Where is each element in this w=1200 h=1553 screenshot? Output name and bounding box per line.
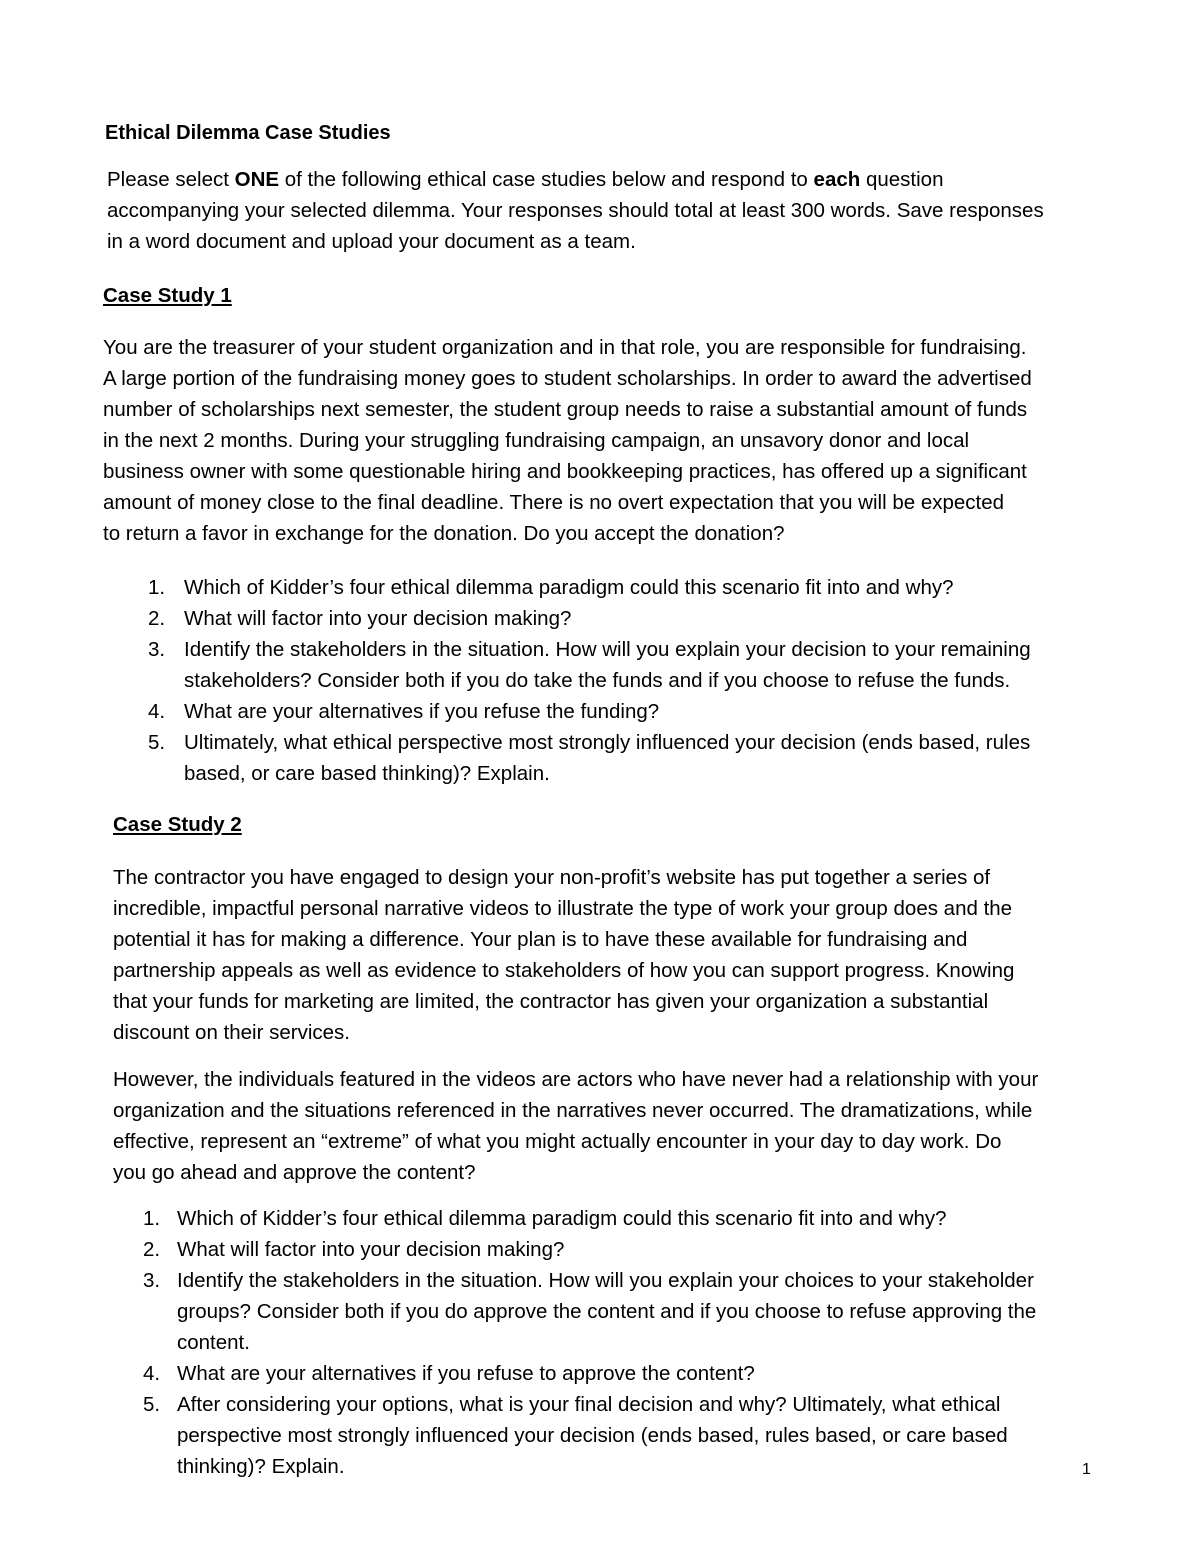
- body-line: you go ahead and approve the content?: [113, 1161, 476, 1184]
- case-study-1-heading: Case Study 1: [103, 284, 232, 307]
- question-number: 2.: [148, 607, 166, 630]
- question-number: 5.: [143, 1393, 161, 1416]
- case-study-2-heading: Case Study 2: [113, 813, 242, 836]
- question-text: based, or care based thinking)? Explain.: [184, 762, 550, 785]
- question-text: perspective most strongly influenced your decision (ends based, rules based, or care based: [177, 1424, 1008, 1447]
- intro-text: question: [860, 168, 944, 191]
- document-title: Ethical Dilemma Case Studies: [105, 122, 391, 144]
- intro-emphasis-one: ONE: [234, 168, 280, 191]
- question-item: [148, 572, 1031, 603]
- question-text: content.: [177, 1331, 250, 1354]
- page-number: 1: [1082, 1461, 1091, 1478]
- question-item: [143, 1265, 1036, 1358]
- body-line: A large portion of the fundraising money goes to student scholarships. In order to award the advertised: [103, 367, 1032, 390]
- question-text: Ultimately, what ethical perspective most strongly influenced your decision (ends based, rules: [184, 731, 1031, 754]
- question-item: [143, 1358, 1036, 1389]
- question-number: 4.: [148, 700, 166, 723]
- question-item: [143, 1389, 1036, 1482]
- question-text: What will factor into your decision making?: [177, 1238, 565, 1261]
- question-text: thinking)? Explain.: [177, 1455, 345, 1478]
- body-line: effective, represent an “extreme” of what you might actually encounter in your day to day work. Do: [113, 1130, 1002, 1153]
- question-item: [148, 696, 1031, 727]
- body-line: number of scholarships next semester, the student group needs to raise a substantial amount of funds: [103, 398, 1028, 421]
- intro-line-2: accompanying your selected dilemma. Your responses should total at least 300 words. Save responses: [107, 199, 1044, 222]
- body-line: to return a favor in exchange for the donation. Do you accept the donation?: [103, 522, 785, 545]
- intro-paragraph: [107, 164, 1044, 257]
- intro-text: of the following ethical case studies below and respond to: [279, 168, 814, 191]
- question-number: 1.: [148, 576, 166, 599]
- question-text: What will factor into your decision making?: [184, 607, 572, 630]
- question-text: stakeholders? Consider both if you do take the funds and if you choose to refuse the funds.: [184, 669, 1011, 692]
- question-item: [148, 603, 1031, 634]
- question-item: [143, 1203, 1036, 1234]
- question-text: What are your alternatives if you refuse to approve the content?: [177, 1362, 755, 1385]
- intro-emphasis-each: each: [813, 168, 861, 191]
- body-line: organization and the situations referenced in the narratives never occurred. The dramatizations, while: [113, 1099, 1033, 1122]
- body-line: potential it has for making a difference. Your plan is to have these available for fundraising and: [113, 928, 968, 951]
- body-line: business owner with some questionable hiring and bookkeeping practices, has offered up a significant: [103, 460, 1027, 483]
- body-line: discount on their services.: [113, 1021, 351, 1044]
- question-number: 3.: [148, 638, 166, 661]
- question-item: [148, 634, 1031, 696]
- intro-text: Please select: [107, 168, 235, 191]
- question-number: 2.: [143, 1238, 161, 1261]
- question-text: Which of Kidder’s four ethical dilemma paradigm could this scenario fit into and why?: [184, 576, 954, 599]
- question-text: Which of Kidder’s four ethical dilemma paradigm could this scenario fit into and why?: [177, 1207, 947, 1230]
- question-item: [143, 1234, 1036, 1265]
- question-number: 4.: [143, 1362, 161, 1385]
- question-text: Identify the stakeholders in the situation. How will you explain your decision to your remaining: [184, 638, 1031, 661]
- body-line: However, the individuals featured in the videos are actors who have never had a relationship with your: [113, 1068, 1039, 1091]
- intro-line-1: [107, 164, 1044, 195]
- body-line: partnership appeals as well as evidence to stakeholders of how you can support progress. Knowing: [113, 959, 1015, 982]
- question-text: groups? Consider both if you do approve the content and if you choose to refuse approving the: [177, 1300, 1037, 1323]
- case-study-1-questions: [148, 572, 1031, 789]
- question-text: After considering your options, what is your final decision and why? Ultimately, what ethical: [177, 1393, 1001, 1416]
- body-line: incredible, impactful personal narrative videos to illustrate the type of work your group does and the: [113, 897, 1013, 920]
- case-study-1-body: [103, 332, 1032, 549]
- body-line: in the next 2 months. During your struggling fundraising campaign, an unsavory donor and local: [103, 429, 970, 452]
- question-number: 5.: [148, 731, 166, 754]
- question-number: 3.: [143, 1269, 161, 1292]
- body-line: The contractor you have engaged to design your non-profit’s website has put together a series of: [113, 866, 991, 889]
- body-line: that your funds for marketing are limited, the contractor has given your organization a substantial: [113, 990, 989, 1013]
- question-text: Identify the stakeholders in the situation. How will you explain your choices to your stakeholder: [177, 1269, 1034, 1292]
- body-line: You are the treasurer of your student organization and in that role, you are responsible for fundraising.: [103, 336, 1027, 359]
- question-item: [148, 727, 1031, 789]
- question-number: 1.: [143, 1207, 161, 1230]
- body-line: amount of money close to the final deadline. There is no overt expectation that you will be expected: [103, 491, 1005, 514]
- case-study-2-questions: [143, 1203, 1036, 1482]
- case-study-2-body-2: [113, 1064, 1038, 1188]
- question-text: What are your alternatives if you refuse the funding?: [184, 700, 660, 723]
- case-study-2-body-1: [113, 862, 1014, 1048]
- intro-line-3: in a word document and upload your document as a team.: [107, 230, 636, 253]
